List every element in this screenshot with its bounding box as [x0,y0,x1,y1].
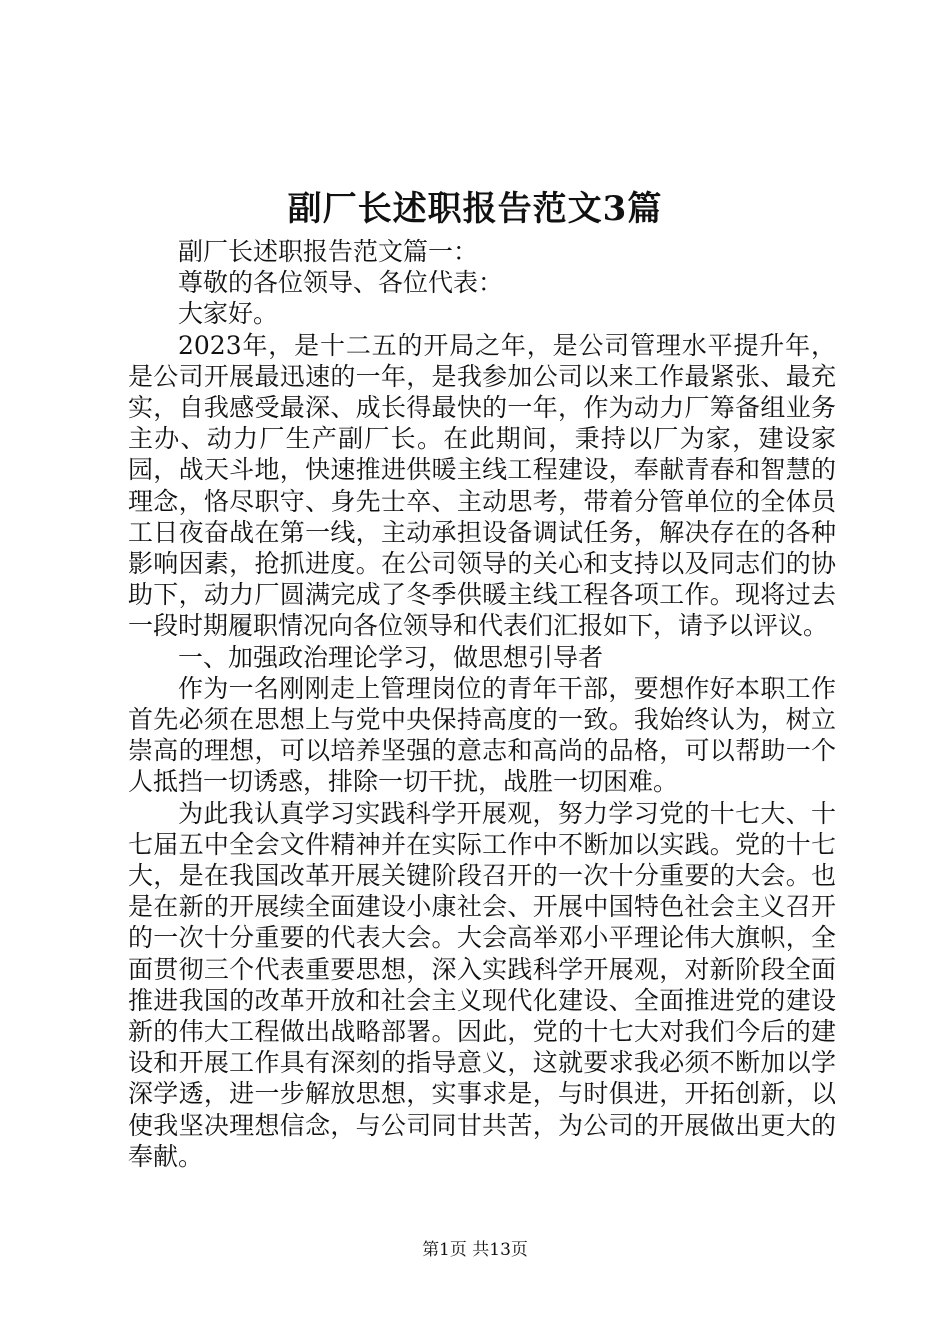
salutation: 尊敬的各位领导、各位代表： [178,268,504,298]
page-number: 第1页 共13页 [422,1240,528,1260]
section-heading-2: 一、加强政治理论学习，做思想引导者 [178,642,604,672]
greeting: 大家好。 [178,299,279,329]
paragraph: 2023年，是十二五的开局之年，是公司管理水平提升年，是公司开展最迅速的一年，是我参加公司以来工作最紧张、最充实，自我感受最深、成长得最快的一年，作为动力厂筹备组业务主办、动力厂生产副厂长。在此期间，秉持以厂为家，建设家园，战天斗地，快速推进供暖主线工程建设，奉献青春和智慧的理念，恪尽职守、身先士卒、主动思考，带着分管单位的全体员工日夜奋战在第一线，主动承担设备调试任务，解决存在的各种影响因素，抢抓进度。在公司领导的关心和支持以及同志们的协助下，动力厂圆满完成了冬季供暖主线工程各项工作。现将过去一段时期履职情况向各位领导和代表们汇报如下，请予以评议。 [128,330,836,641]
document-title: 副厂长述职报告范文3篇 [287,189,663,229]
paragraph: 为此我认真学习实践科学开展观，努力学习党的十七大、十七届五中全会文件精神并在实际工作中不断加以实践。党的十七大，是在我国改革开展关键阶段召开的一次十分重要的大会。也是在新的开展续全面建设小康社会、开展中国特色社会主义召开的一次十分重要的代表大会。大会高举邓小平理论伟大旗帜，全面贯彻三个代表重要思想，深入实践科学开展观，对新阶段全面推进我国的改革开放和社会主义现代化建设、全面推进党的建设新的伟大工程做出战略部署。因此，党的十七大对我们今后的建设和开展工作具有深刻的指导意义，这就要求我必须不断加以学深学透，进一步解放思想，实事求是，与时俱进，开拓创新，以使我坚决理想信念，与公司同甘共苦，为公司的开展做出更大的奉献。 [128,798,836,1171]
section-heading-1: 副厂长述职报告范文篇一： [178,237,479,266]
document-body [128,236,836,1172]
paragraph: 作为一名刚刚走上管理岗位的青年干部，要想作好本职工作首先必须在思想上与党中央保持高度的一致。我始终认为，树立崇高的理想，可以培养坚强的意志和高尚的品格，可以帮助一个人抵挡一切诱惑，排除一切干扰，战胜一切困难。 [128,673,836,797]
